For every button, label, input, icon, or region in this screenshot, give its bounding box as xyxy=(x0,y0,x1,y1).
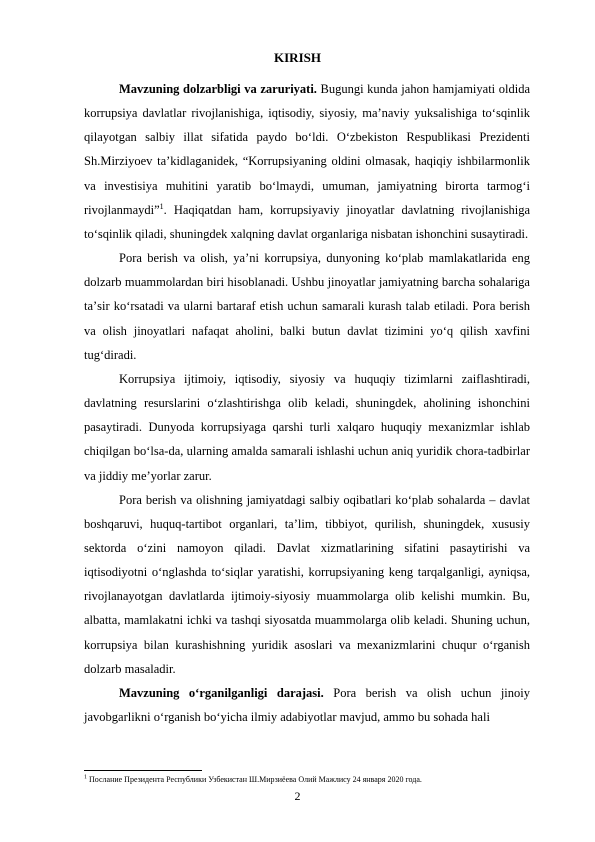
section-title: KIRISH xyxy=(274,50,321,65)
paragraph-study-level xyxy=(84,681,530,729)
paragraph-text: Pora berish va olish uchun jinoiy javobgarlikni oʻrganish boʻyicha ilmiy adabiyotlar mavjud, ammo bu sohada hali xyxy=(84,685,530,725)
paragraph-text: Bugungi kunda jahon hamjamiyati oldida korrupsiya davlatlar rivojlanishiga, iqtisodiy, siyosiy, maʼnaviy yuksalishiga toʻsqinlik qilayotgan salbiy illat sifatida paydo boʻldi. Oʻzbekiston Respublikasi Prezidenti Sh.Mirziyoev taʼkidlaganidek, “Korrupsiyaning oldini olmasak, haqiqiy ishbilarmonlik va investisiya muhitini yaratib boʻlmaydi, umuman, jamiyatning birorta tarmogʻi rivojlanmaydi” xyxy=(84,82,530,217)
footnote-divider xyxy=(84,770,202,771)
paragraph: Pora berish va olishning jamiyatdagi salbiy oqibatlari koʻplab sohalarda – davlat boshqaruvi, huquq-tartibot organlari, taʼlim, tibbiyot, qurilish, shuningdek, xususiy sektorda oʻzini namoyon qiladi. Davlat xizmatlarining sifatini pasaytirishi va iqtisodiyotni oʻnglashda toʻsiqlar yaratishi, korrupsiyaning keng tarqalganligi, ayniqsa, rivojlanayotgan davlatlarda ijtimoiy-siyosiy muammolarga olib kelishi mumkin. Bu, albatta, mamlakatni ichki va tashqi siyosatda muammolarga olib keladi. Shuning uchun, korrupsiya bilan kurashishning yuridik asoslari va mexanizmlarini chuqur oʻrganish dolzarb masaladir. xyxy=(84,492,530,676)
body-text xyxy=(84,77,530,729)
paragraph: Korrupsiya ijtimoiy, iqtisodiy, siyosiy va huquqiy tizimlarni zaiflashtiradi, davlatning resurslarini oʻzlashtirishga olib keladi, shuningdek, aholining ishonchini pasaytiradi. Dunyoda korrupsiyaga qarshi turli xalqaro huquqiy mexanizmlar ishlab chiqilgan boʻlsa-da, ularning amalda samarali ishlashi uchun aniq yuridik chora-tadbirlar va jiddiy meʼyorlar zarur. xyxy=(84,371,530,483)
paragraph-lead: Mavzuning dolzarbligi va zaruriyati. xyxy=(119,82,317,96)
footnote-text: Послание Президента Республики Узбекистан Ш.Мирзиёева Олий Мажлису 24 января 2020 года. xyxy=(87,775,422,784)
footnote-marker: 1 xyxy=(84,774,87,781)
footnote-reference[interactable]: 1 xyxy=(159,201,164,211)
paragraph-relevance xyxy=(84,77,530,246)
paragraph-text: . Haqiqatdan ham, korrupsiyaviy jinoyatlar davlatning rivojlanishiga toʻsqinlik qiladi, shuningdek xalqning davlat organlariga nisbatan ishonchini susaytiradi. xyxy=(84,202,530,241)
paragraph: Pora berish va olish, yaʼni korrupsiya, dunyoning koʻplab mamlakatlarida eng dolzarb muammolardan biri hisoblanadi. Ushbu jinoyatlar jamiyatning barcha sohalariga taʼsir koʻrsatadi va ularni bartaraf etish uchun samarali kurash talab etiladi. Pora berish va olish jinoyatlari nafaqat aholini, balki butun davlat tizimini yoʻq qilish xavfini tugʻdiradi. xyxy=(84,251,530,362)
paragraph-lead: Mavzuning oʻrganilganligi darajasi. xyxy=(119,685,324,700)
page-number: 2 xyxy=(294,789,301,803)
footnote xyxy=(84,774,530,785)
